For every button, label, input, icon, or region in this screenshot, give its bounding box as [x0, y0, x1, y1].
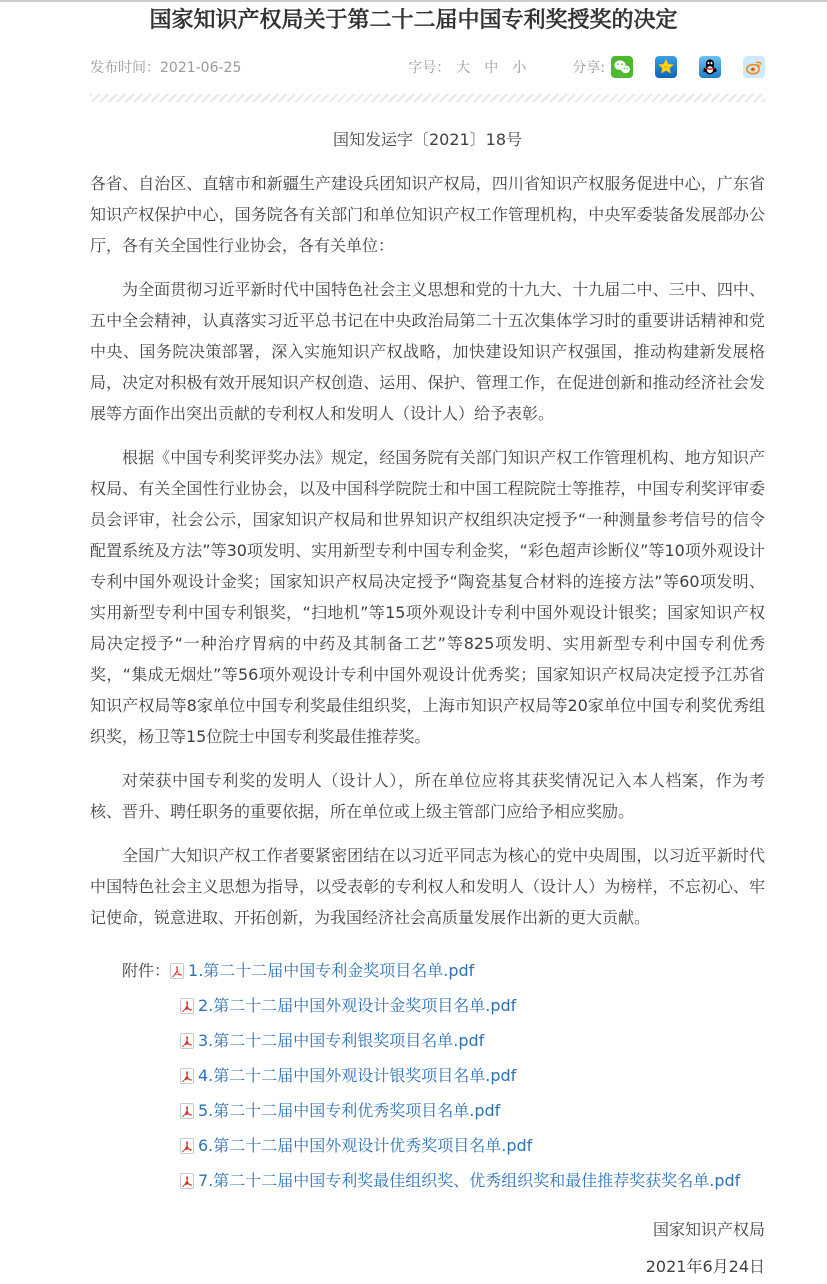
attachment-name: 3.第二十二届中国专利银奖项目名单.pdf	[198, 1031, 485, 1050]
font-size-small[interactable]: 小	[512, 60, 527, 76]
paragraph-recipients: 各省、自治区、直辖市和新疆生产建设兵团知识产权局，四川省知识产权服务促进中心，广东省知识产权保护中心，国务院各有关部门和单位知识产权工作管理机构，中央军委装备发展部办公厅，各有关全国性行业协会，各有关单位：	[90, 174, 765, 255]
pdf-icon	[180, 1138, 194, 1154]
paragraph-closing: 全国广大知识产权工作者要紧密团结在以习近平同志为核心的党中央周围，以习近平新时代中国特色社会主义思想为指导，以受表彰的专利权人和发明人（设计人）为榜样，不忘初心、牢记使命，锐意进取、开拓创新，为我国经济社会高质量发展作出新的更大贡献。	[90, 846, 765, 927]
font-size-large[interactable]: 大	[456, 60, 471, 76]
attachment-link-6[interactable]	[180, 1130, 532, 1161]
pdf-icon	[180, 998, 194, 1014]
article-body	[90, 124, 765, 1284]
attachment-row	[90, 1093, 765, 1128]
pdf-icon	[180, 1068, 194, 1084]
attachment-name: 4.第二十二届中国外观设计银奖项目名单.pdf	[198, 1066, 517, 1085]
paragraph-awards: 根据《中国专利奖评奖办法》规定，经国务院有关部门知识产权工作管理机构、地方知识产权局、有关全国性行业协会，以及中国科学院院士和中国工程院院士等推荐，中国专利奖评审委员会评审，社会公示，国家知识产权局和世界知识产权组织决定授予“一种测量参考信号的信令配置系统及方法”等30项发明、实用新型专利中国专利金奖，“彩色超声诊断仪”等10项外观设计专利中国外观设计金奖；国家知识产权局决定授予“陶瓷基复合材料的连接方法”等60项发明、实用新型专利中国专利银奖，“扫地机”等15项外观设计专利中国外观设计银奖；国家知识产权局决定授予“一种治疗胃病的中药及其制备工艺”等825项发明、实用新型专利中国专利优秀奖，“集成无烟灶”等56项外观设计专利中国外观设计优秀奖；国家知识产权局决定授予江苏省知识产权局等8家单位中国专利奖最佳组织奖，上海市知识产权局等20家单位中国专利奖优秀组织奖，杨卫等15位院士中国专利奖最佳推荐奖。	[90, 448, 765, 746]
font-size-medium[interactable]: 中	[484, 60, 499, 76]
signature-issuer: 国家知识产权局	[652, 1220, 765, 1239]
attachment-name: 5.第二十二届中国专利优秀奖项目名单.pdf	[198, 1101, 501, 1120]
attachment-row	[90, 953, 765, 988]
attachments-list	[90, 953, 765, 1198]
attachment-name: 2.第二十二届中国外观设计金奖项目名单.pdf	[198, 996, 517, 1015]
paragraph-purpose: 为全面贯彻习近平新时代中国特色社会主义思想和党的十九大、十九届二中、三中、四中、五中全会精神，认真落实习近平总书记在中央政治局第二十五次集体学习时的重要讲话精神和党中央、国务院决策部署，深入实施知识产权战略，加快建设知识产权强国，推动构建新发展格局，决定对积极有效开展知识产权创造、运用、保护、管理工作，在促进创新和推动经济社会发展等方面作出突出贡献的专利权人和发明人（设计人）给予表彰。	[90, 280, 765, 423]
attachment-link-7[interactable]	[180, 1165, 740, 1196]
attachment-name: 1.第二十二届中国专利金奖项目名单.pdf	[188, 961, 475, 980]
share-label: 分享:	[572, 60, 605, 76]
attachment-link-5[interactable]	[180, 1095, 500, 1126]
paragraph-records: 对荣获中国专利奖的发明人（设计人），所在单位应将其获奖情况记入本人档案，作为考核、晋升、聘任职务的重要依据，所在单位或上级主管部门应给予相应奖励。	[90, 771, 765, 821]
weibo-icon	[743, 66, 765, 82]
attachment-row	[90, 1023, 765, 1058]
attachment-row	[90, 1163, 765, 1198]
pdf-icon	[170, 963, 184, 979]
pdf-icon	[180, 1173, 194, 1189]
document-number: 国知发运字〔2021〕18号	[332, 130, 523, 149]
pdf-icon	[180, 1103, 194, 1119]
hatched-divider	[90, 94, 765, 102]
font-size-switcher	[456, 57, 526, 77]
attachment-link-3[interactable]	[180, 1025, 484, 1056]
attachment-name: 6.第二十二届中国外观设计优秀奖项目名单.pdf	[198, 1136, 533, 1155]
attachment-link-1[interactable]	[170, 955, 474, 986]
share-weibo-button[interactable]	[743, 56, 765, 78]
signature-block	[90, 1212, 765, 1284]
share-buttons	[611, 56, 765, 78]
meta-controls	[408, 56, 765, 78]
publish-time-value: 2021-06-25	[160, 60, 242, 76]
page-title: 国家知识产权局关于第二十二届中国专利奖授奖的决定	[149, 8, 678, 33]
share-qq-button[interactable]	[699, 56, 721, 78]
attachment-row	[90, 988, 765, 1023]
signature-date: 2021年6月24日	[645, 1257, 765, 1276]
qzone-icon	[655, 66, 677, 82]
publish-time-label: 发布时间：	[90, 60, 160, 76]
publish-time	[90, 57, 241, 77]
attachment-row	[90, 1128, 765, 1163]
share-wechat-button[interactable]	[611, 56, 633, 78]
share-qzone-button[interactable]	[655, 56, 677, 78]
qq-icon	[699, 66, 721, 82]
pdf-icon	[180, 1033, 194, 1049]
font-size-label: 字号：	[408, 60, 451, 76]
attachment-link-4[interactable]	[180, 1060, 516, 1091]
attachments-label: 附件：	[122, 961, 171, 980]
meta-bar	[90, 56, 765, 78]
attachment-link-2[interactable]	[180, 990, 516, 1021]
wechat-icon	[611, 66, 633, 82]
attachment-name: 7.第二十二届中国专利奖最佳组织奖、优秀组织奖和最佳推荐奖获奖名单.pdf	[198, 1171, 741, 1190]
attachment-row	[90, 1058, 765, 1093]
